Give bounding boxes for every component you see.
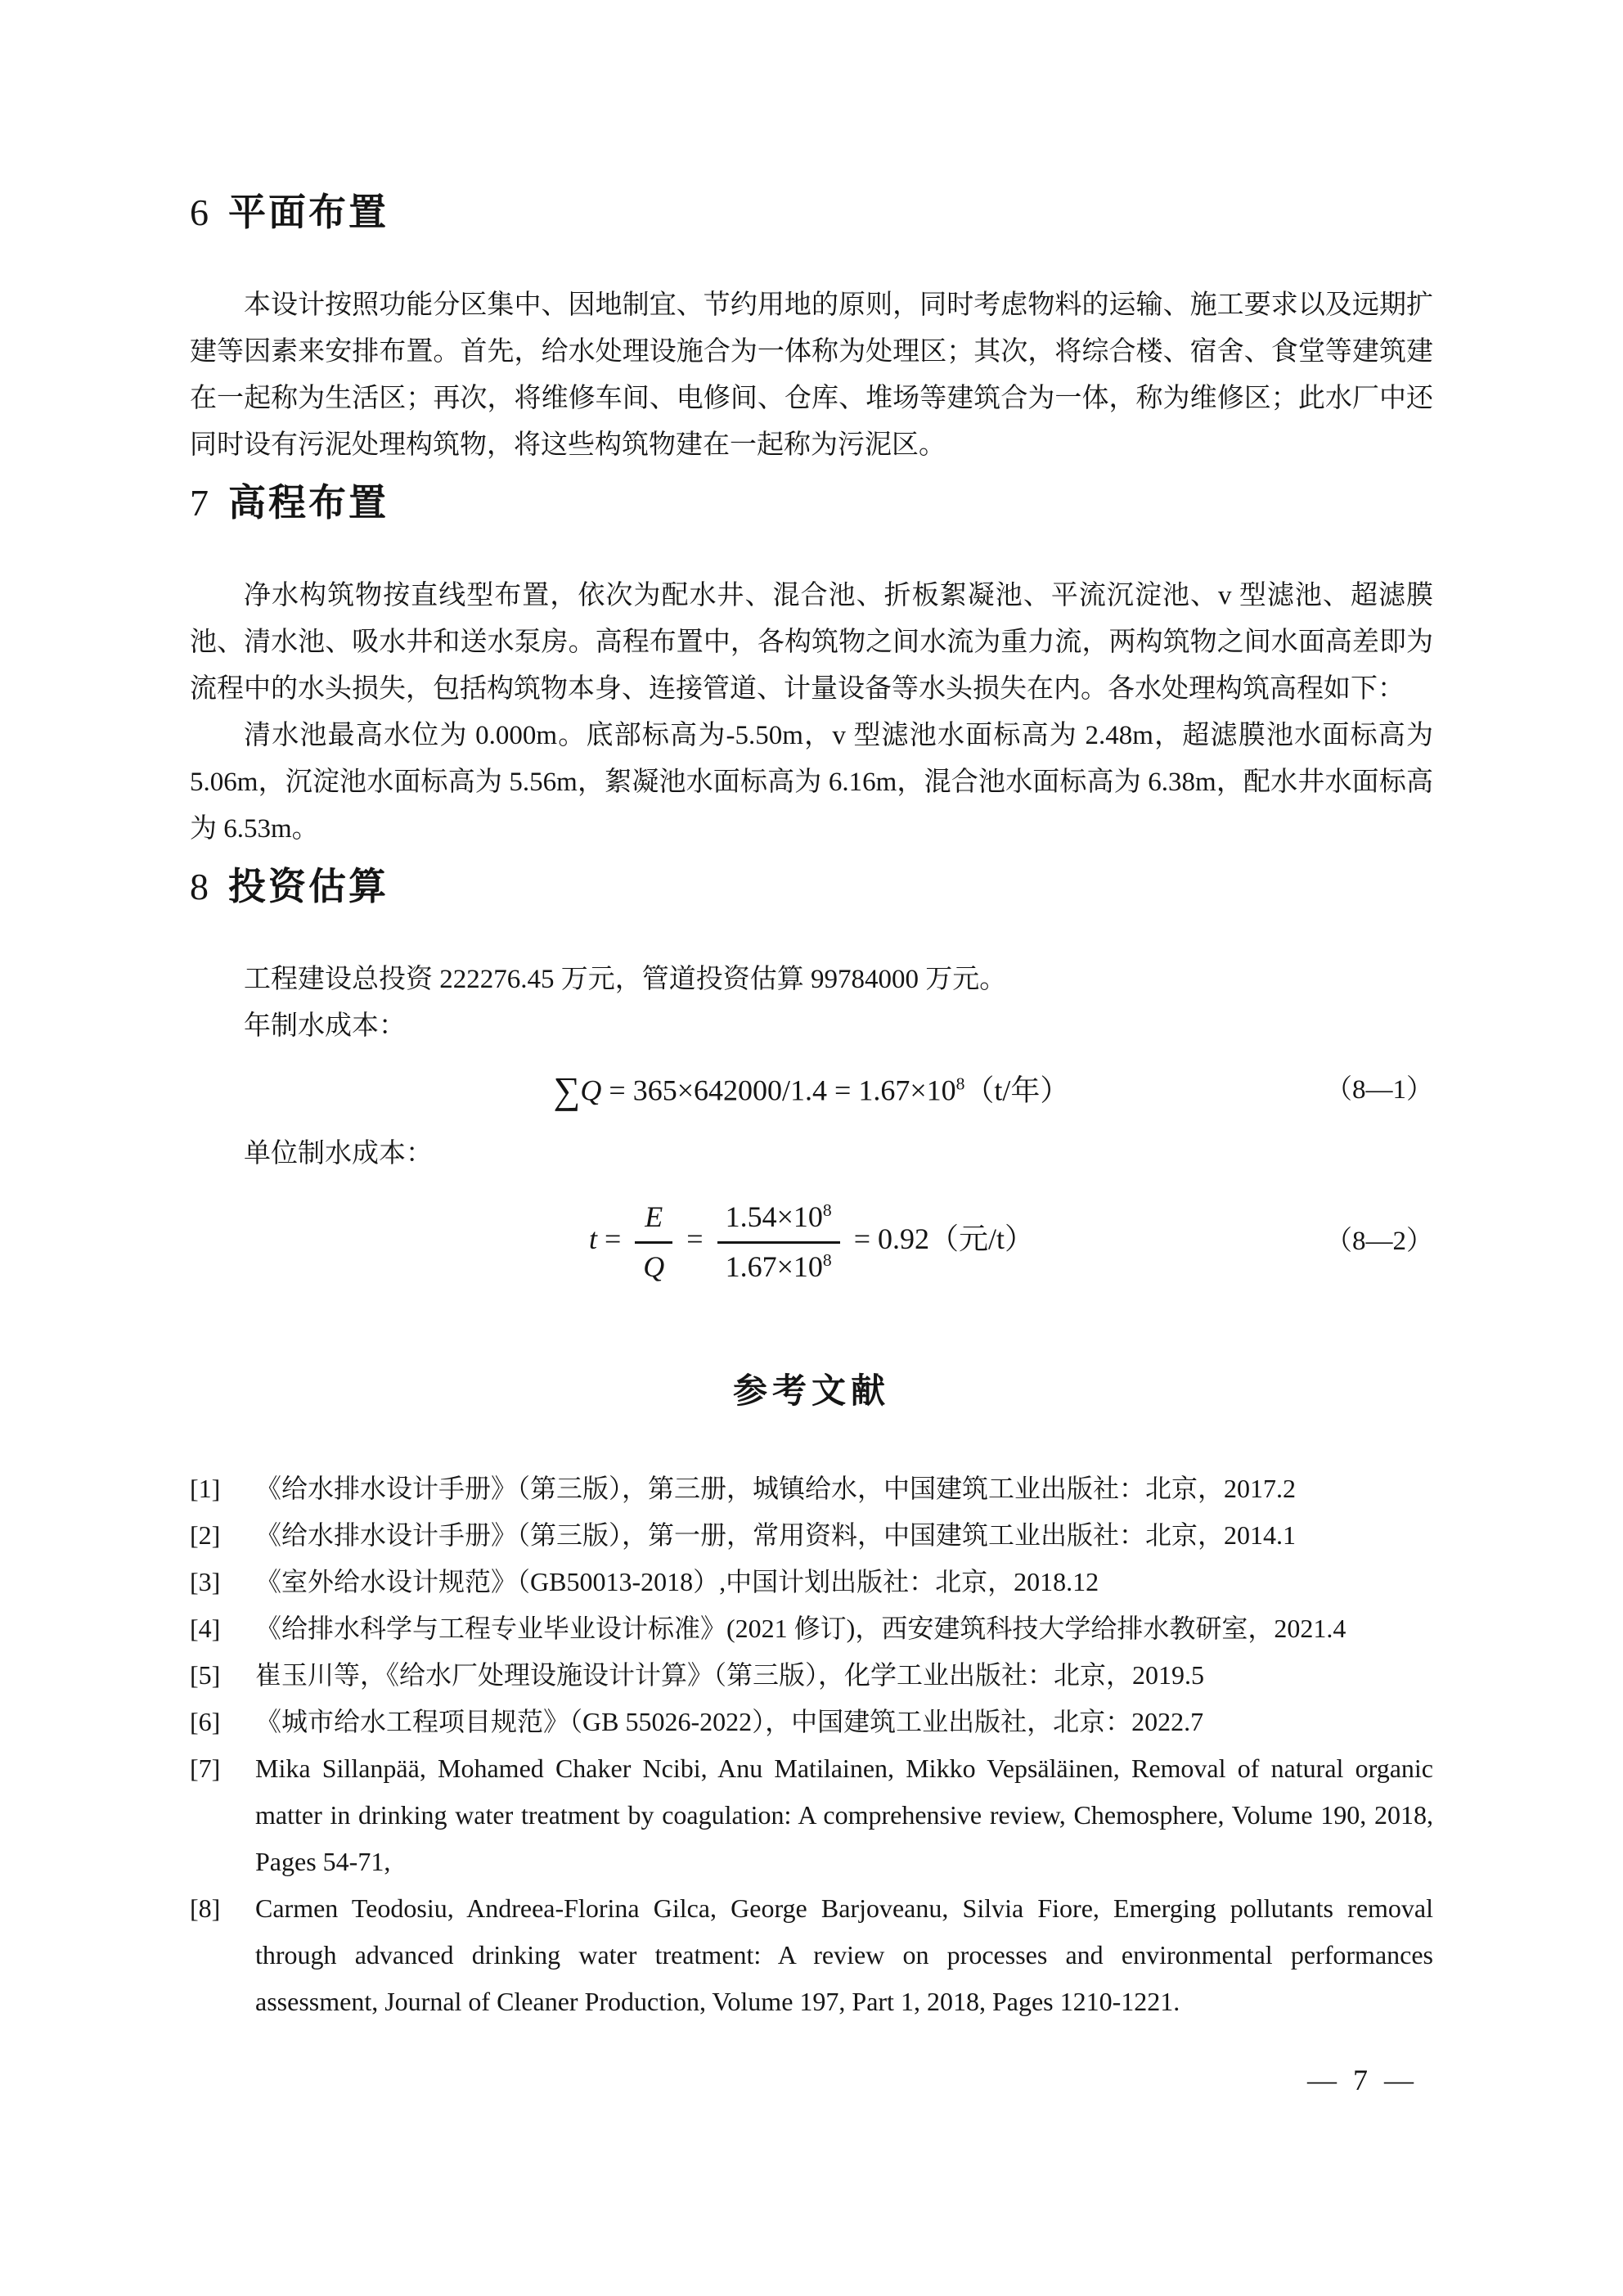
reference-text: 《给水排水设计手册》（第三版），第一册，常用资料，中国建筑工业出版社：北京，2014.1 (255, 1520, 1297, 1551)
reference-item (190, 1465, 1433, 1512)
formula-8-1-label: （8—1） (1325, 1074, 1433, 1105)
reference-text: Carmen Teodosiu, Andreea-Florina Gilca, George Barjoveanu, Silvia Fiore, Emerging pollutants removal through advanced drinking water treatment: A review on processes and environmental performances assessment, Journal of Cleaner Production, Volume 197, Part 1, 2018, Pages 1210-1221. (255, 1893, 1433, 2017)
reference-text: 《城市给水工程项目规范》（GB 55026-2022），中国建筑工业出版社，北京：2022.7 (255, 1707, 1204, 1737)
section-number: 7 (190, 482, 209, 524)
page-number: 7 (1353, 2064, 1368, 2097)
exponent: 8 (955, 1074, 965, 1094)
reference-item (190, 1652, 1433, 1699)
section-plan-heading (190, 190, 1433, 235)
reference-item (190, 1512, 1433, 1559)
reference-number: [2] (190, 1520, 221, 1551)
fraction-denominator-value (717, 1244, 840, 1285)
reference-number: [5] (190, 1660, 221, 1690)
plan-layout-paragraph: 本设计按照功能分区集中、因地制宜、节约用地的原则，同时考虑物料的运输、施工要求以及远期扩建等因素来安排布置。首先，给水处理设施合为一体称为处理区；其次，将综合楼、宿舍、食堂等建筑建在一起称为生活区；再次，将维修车间、电修间、仓库、堆场等建筑合为一体，称为维修区；此水厂中还同时设有污泥处理构筑物，将这些构筑物建在一起称为污泥区。 (190, 290, 1433, 460)
sigma-symbol: ∑ (553, 1069, 581, 1111)
fraction-values (717, 1199, 840, 1285)
section-title-label: 投资估算 (228, 865, 389, 907)
reference-item (190, 1885, 1433, 2025)
reference-number: [3] (190, 1567, 221, 1597)
footer-dash-right: — (1384, 2064, 1414, 2097)
page-footer (190, 2063, 1433, 2097)
denominator-exponent: 8 (822, 1249, 832, 1270)
elevation-paragraph-2: 清水池最高水位为 0.000m。底部标高为-5.50m，v 型滤池水面标高为 2.48m，超滤膜池水面标高为 5.06m，沉淀池水面标高为 5.56m，絮凝池水面标高为 6.16m，混合池水面标高为 6.38m，配水井水面标高为 6.53m。 (190, 721, 1433, 844)
section-elevation-heading (190, 480, 1433, 525)
references-section (190, 1364, 1433, 2025)
reference-text: Mika Sillanpää, Mohamed Chaker Ncibi, Anu Matilainen, Mikko Vepsäläinen, Removal of natural organic matter in drinking water treatment by coagulation: A comprehensive review, Chemosphere, Volume 190, 2018, Pages 54-71, (255, 1754, 1433, 1877)
reference-number: [8] (190, 1893, 221, 1924)
section-investment-estimate (190, 864, 1433, 1285)
formula-8-1-expression (554, 1068, 1070, 1113)
fraction-numerator-e: E (635, 1199, 672, 1243)
reference-item (190, 1605, 1433, 1652)
formula-8-1-body: = 365×642000/1.4 = 1.67×10 (601, 1074, 956, 1107)
references-title: 参考文献 (732, 1371, 890, 1411)
section-plan-layout (190, 190, 1433, 469)
formula-8-2-expression (589, 1199, 1034, 1285)
reference-text: 《给水排水设计手册》（第三版），第三册，城镇给水，中国建筑工业出版社：北京，2017.2 (255, 1474, 1297, 1504)
footer-dash-left: — (1307, 2064, 1337, 2097)
reference-number: [4] (190, 1614, 221, 1644)
reference-item (190, 1745, 1433, 1885)
reference-number: [6] (190, 1707, 221, 1737)
reference-item (190, 1699, 1433, 1745)
numerator-exponent: 8 (822, 1200, 832, 1221)
reference-text: 《给排水科学与工程专业毕业设计标准》(2021 修订)，西安建筑科技大学给排水教研室，2021.4 (255, 1614, 1347, 1644)
variable-t: t (588, 1222, 597, 1256)
formula-8-2-label: （8—2） (1325, 1227, 1433, 1257)
section-number: 8 (190, 866, 209, 907)
equals-sign: = (596, 1222, 629, 1256)
reference-number: [7] (190, 1754, 221, 1784)
section-elevation-layout (190, 480, 1433, 853)
reference-number: [1] (190, 1474, 221, 1504)
equals-sign: = (679, 1222, 711, 1256)
reference-text: 崔玉川等，《给水厂处理设施设计计算》（第三版），化学工业出版社：北京，2019.5 (255, 1660, 1205, 1690)
annual-cost-label: 年制水成本： (244, 1011, 406, 1041)
references-list (190, 1465, 1433, 2025)
reference-text: 《室外给水设计规范》（GB50013-2018）,中国计划出版社：北京，2018.12 (255, 1567, 1099, 1597)
variable-q: Q (580, 1074, 602, 1107)
section-investment-heading (190, 864, 1433, 909)
fraction-numerator-value (717, 1199, 840, 1243)
formula-8-2 (190, 1199, 1433, 1285)
denominator-mantissa: 1.67×10 (725, 1249, 823, 1283)
section-title-label: 高程布置 (228, 481, 389, 524)
reference-item (190, 1559, 1433, 1605)
numerator-mantissa: 1.54×10 (725, 1200, 823, 1234)
formula-8-1-unit: （t/年） (964, 1074, 1070, 1107)
investment-intro-paragraph: 工程建设总投资 222276.45 万元，管道投资估算 99784000 万元。 (244, 965, 1007, 994)
fraction-e-over-q (635, 1199, 672, 1285)
elevation-paragraph-1: 净水构筑物按直线型布置，依次为配水井、混合池、折板絮凝池、平流沉淀池、v 型滤池、超滤膜池、清水池、吸水井和送水泵房。高程布置中，各构筑物之间水流为重力流，两构筑物之间水面高差即为流程中的水头损失，包括构筑物本身、连接管道、计量设备等水头损失在内。各水处理构筑高程如下： (190, 581, 1433, 704)
formula-8-1 (190, 1068, 1433, 1113)
fraction-denominator-q: Q (643, 1249, 665, 1283)
section-title-label: 平面布置 (228, 191, 389, 233)
formula-8-2-result: = 0.92（元/t） (846, 1222, 1035, 1256)
section-number: 6 (190, 191, 209, 233)
unit-cost-label: 单位制水成本： (244, 1139, 433, 1169)
